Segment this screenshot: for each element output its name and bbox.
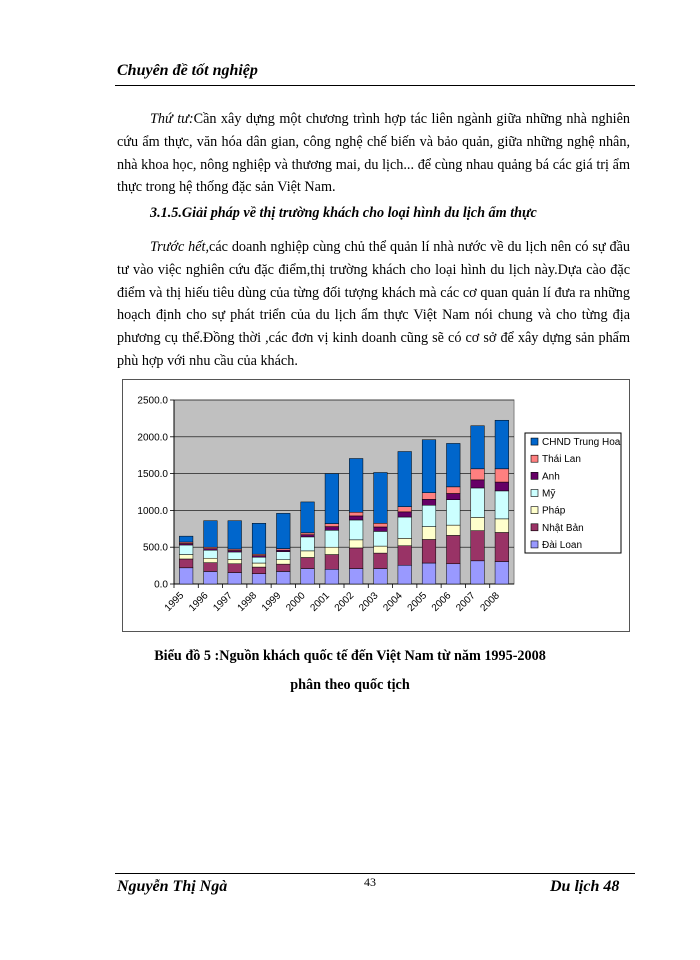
bar-segment: [446, 487, 460, 494]
bar-segment: [495, 469, 509, 482]
x-tick-label: 2003: [357, 590, 381, 614]
bar-segment: [179, 545, 193, 555]
chart-caption-line-2: phân theo quốc tịch: [290, 677, 410, 693]
bar-segment: [252, 563, 266, 567]
legend-label: Đài Loan: [542, 539, 583, 551]
bar-segment: [276, 513, 290, 548]
x-tick-label: 2002: [332, 590, 357, 614]
bar-segment: [398, 517, 412, 538]
bar-segment: [495, 482, 509, 491]
footer-course: Du lịch 48: [550, 878, 620, 895]
legend-swatch: [531, 507, 538, 514]
bar-segment: [204, 563, 218, 572]
bar-segment: [252, 557, 266, 563]
x-tick-label: 2006: [429, 590, 454, 614]
x-tick-label: 2007: [454, 590, 478, 614]
bar-segment: [495, 562, 509, 584]
bar-segment: [471, 480, 485, 488]
bar-segment: [301, 558, 315, 569]
legend-box: [525, 433, 621, 553]
bar-segment: [228, 564, 242, 573]
legend-label: Pháp: [542, 505, 566, 517]
bar-segment: [252, 574, 266, 584]
bar-segment: [349, 548, 363, 569]
bar-segment: [471, 561, 485, 584]
bar-segment: [446, 564, 460, 584]
bar-segment: [374, 531, 388, 546]
bar-segment: [398, 538, 412, 545]
y-tick-label: 2000.0: [137, 432, 168, 444]
bar-segment: [495, 532, 509, 561]
legend-label: Mỹ: [542, 488, 556, 500]
bar-segment: [446, 535, 460, 563]
bar-segment: [301, 537, 315, 551]
legend-label: CHND Trung Hoa: [542, 437, 621, 449]
bar-segment: [325, 547, 339, 554]
x-tick-label: 1998: [235, 590, 260, 614]
bar-segment: [204, 571, 218, 584]
bar-segment: [398, 452, 412, 507]
bar-segment: [374, 569, 388, 584]
bar-segment: [374, 553, 388, 568]
bar-segment: [422, 563, 436, 584]
bar-segment: [228, 559, 242, 563]
legend-swatch: [531, 541, 538, 548]
legend-swatch: [531, 455, 538, 462]
bar-segment: [301, 535, 315, 537]
bar-segment: [471, 469, 485, 480]
bar-segment: [228, 521, 242, 549]
bar-segment: [276, 571, 290, 584]
x-tick-label: 1997: [211, 590, 235, 614]
legend-swatch: [531, 472, 538, 479]
y-tick-label: 2500.0: [137, 395, 168, 407]
bar-segment: [495, 519, 509, 533]
bar-segment: [204, 521, 218, 547]
bar-segment: [422, 493, 436, 500]
bar-segment: [349, 459, 363, 513]
bar-segment: [349, 512, 363, 516]
footer-author: Nguyễn Thị Ngà: [117, 878, 228, 895]
bar-segment: [495, 491, 509, 519]
bar-segment: [276, 552, 290, 560]
bar-segment: [228, 573, 242, 584]
paragraph-1: [117, 108, 630, 199]
y-tick-label: 500.0: [142, 542, 168, 554]
bar-segment: [422, 527, 436, 540]
bar-segment: [374, 527, 388, 531]
bar-segment: [495, 420, 509, 469]
bar-segment: [301, 569, 315, 584]
bar-segment: [325, 555, 339, 570]
bar-segment: [471, 426, 485, 469]
chart-caption-line-1: Biểu đồ 5 :Nguồn khách quốc tế đến Việt Nam từ năm 1995-2008: [154, 648, 546, 664]
bar-segment: [179, 559, 193, 568]
bar-segment: [204, 558, 218, 562]
bar-segment: [349, 516, 363, 520]
bar-segment: [325, 474, 339, 524]
legend-swatch: [531, 490, 538, 497]
bar-segment: [228, 552, 242, 559]
bar-segment: [349, 520, 363, 540]
section-heading: 3.1.5.Giải pháp về thị trường khách cho loại hình du lịch ẩm thực: [150, 205, 537, 221]
bar-segment: [446, 525, 460, 535]
bar-segment: [252, 523, 266, 554]
bar-segment: [422, 499, 436, 505]
x-tick-label: 1996: [187, 590, 211, 614]
bar-segment: [301, 502, 315, 533]
bar-segment: [471, 488, 485, 517]
x-tick-label: 1995: [162, 590, 187, 614]
bar-segment: [325, 524, 339, 527]
x-tick-label: 1999: [259, 590, 284, 614]
bar-segment: [398, 507, 412, 512]
x-tick-label: 2001: [308, 590, 332, 614]
bar-segment: [422, 505, 436, 526]
legend-label: Anh: [542, 471, 560, 483]
legend-label: Nhật Bản: [542, 522, 584, 534]
bar-segment: [374, 546, 388, 553]
paragraph-2: [117, 236, 630, 373]
footer-rule: [115, 873, 635, 874]
bar-segment: [301, 551, 315, 558]
paragraph-1-lead: Thứ tư:: [150, 111, 194, 127]
y-tick-label: 1000.0: [137, 505, 168, 517]
bar-segment: [422, 539, 436, 563]
bar-segment: [179, 555, 193, 559]
legend-swatch: [531, 438, 538, 445]
bar-segment: [204, 550, 218, 558]
header-title: Chuyên đề tốt nghiệp: [117, 62, 258, 79]
bar-segment: [471, 517, 485, 530]
bar-segment: [446, 443, 460, 486]
paragraph-1-text: Cần xây dựng một chương trình hợp tác liên ngành giữa những nhà nghiên cứu ẩm thực, văn hóa dân gian, công nghệ chế biến và bảo quản, giữa những nghệ nhân, nhà khoa học, nông nghiệp và thương mai, du lịch... để cùng nhau quảng bá các giá trị ẩm thực trong hệ thống đặc sản Việt Nam.: [117, 111, 630, 196]
paragraph-2-text: các doanh nghiệp cùng chủ thể quản lí nhà nước về du lịch nên có sự đầu tư vào việc nghiên cứu đặc điểm,thị trường khách cho loại hình du lịch này.Dựa cào đặc điểm và thị hiếu tiêu dùng của từng đối tượng khách mà các cơ quan quản lí đưa ra những hoạch định cho sự phát triển của du lịch ẩm thực Việt Nam nói chung và cho từng địa phương cụ thể.Đồng thời ,các đơn vị kinh doanh cũng sẽ có cơ sở để xây dựng sản phẩm phù hợp với nhu cầu của khách.: [117, 239, 630, 369]
bar-segment: [349, 540, 363, 548]
plot-area: [174, 400, 514, 584]
stacked-bar-chart: [123, 380, 629, 631]
bar-segment: [446, 493, 460, 499]
bar-segment: [325, 569, 339, 584]
chart-frame: [122, 379, 630, 632]
paragraph-2-lead: Trước hết,: [150, 239, 210, 255]
legend-swatch: [531, 524, 538, 531]
header-rule: [115, 85, 635, 86]
page-number: 43: [364, 875, 376, 889]
x-tick-label: 2000: [284, 590, 308, 614]
bar-segment: [374, 472, 388, 523]
y-tick-label: 1500.0: [137, 469, 168, 481]
bar-segment: [398, 546, 412, 566]
x-tick-label: 2008: [478, 590, 502, 614]
bar-segment: [446, 500, 460, 525]
bar-segment: [276, 564, 290, 571]
bar-segment: [301, 533, 315, 535]
bar-segment: [325, 530, 339, 547]
bar-segment: [276, 560, 290, 564]
y-tick-label: 0.0: [154, 579, 168, 591]
x-tick-label: 2004: [381, 590, 405, 614]
bar-segment: [422, 440, 436, 493]
bar-segment: [325, 527, 339, 531]
bar-segment: [179, 536, 193, 542]
bar-segment: [398, 565, 412, 584]
x-tick-label: 2005: [405, 590, 430, 614]
bar-segment: [179, 568, 193, 584]
bar-segment: [349, 569, 363, 584]
bar-segment: [398, 512, 412, 517]
legend-label: Thái Lan: [542, 454, 581, 466]
bar-segment: [471, 531, 485, 561]
bar-segment: [374, 523, 388, 527]
bar-segment: [252, 567, 266, 574]
